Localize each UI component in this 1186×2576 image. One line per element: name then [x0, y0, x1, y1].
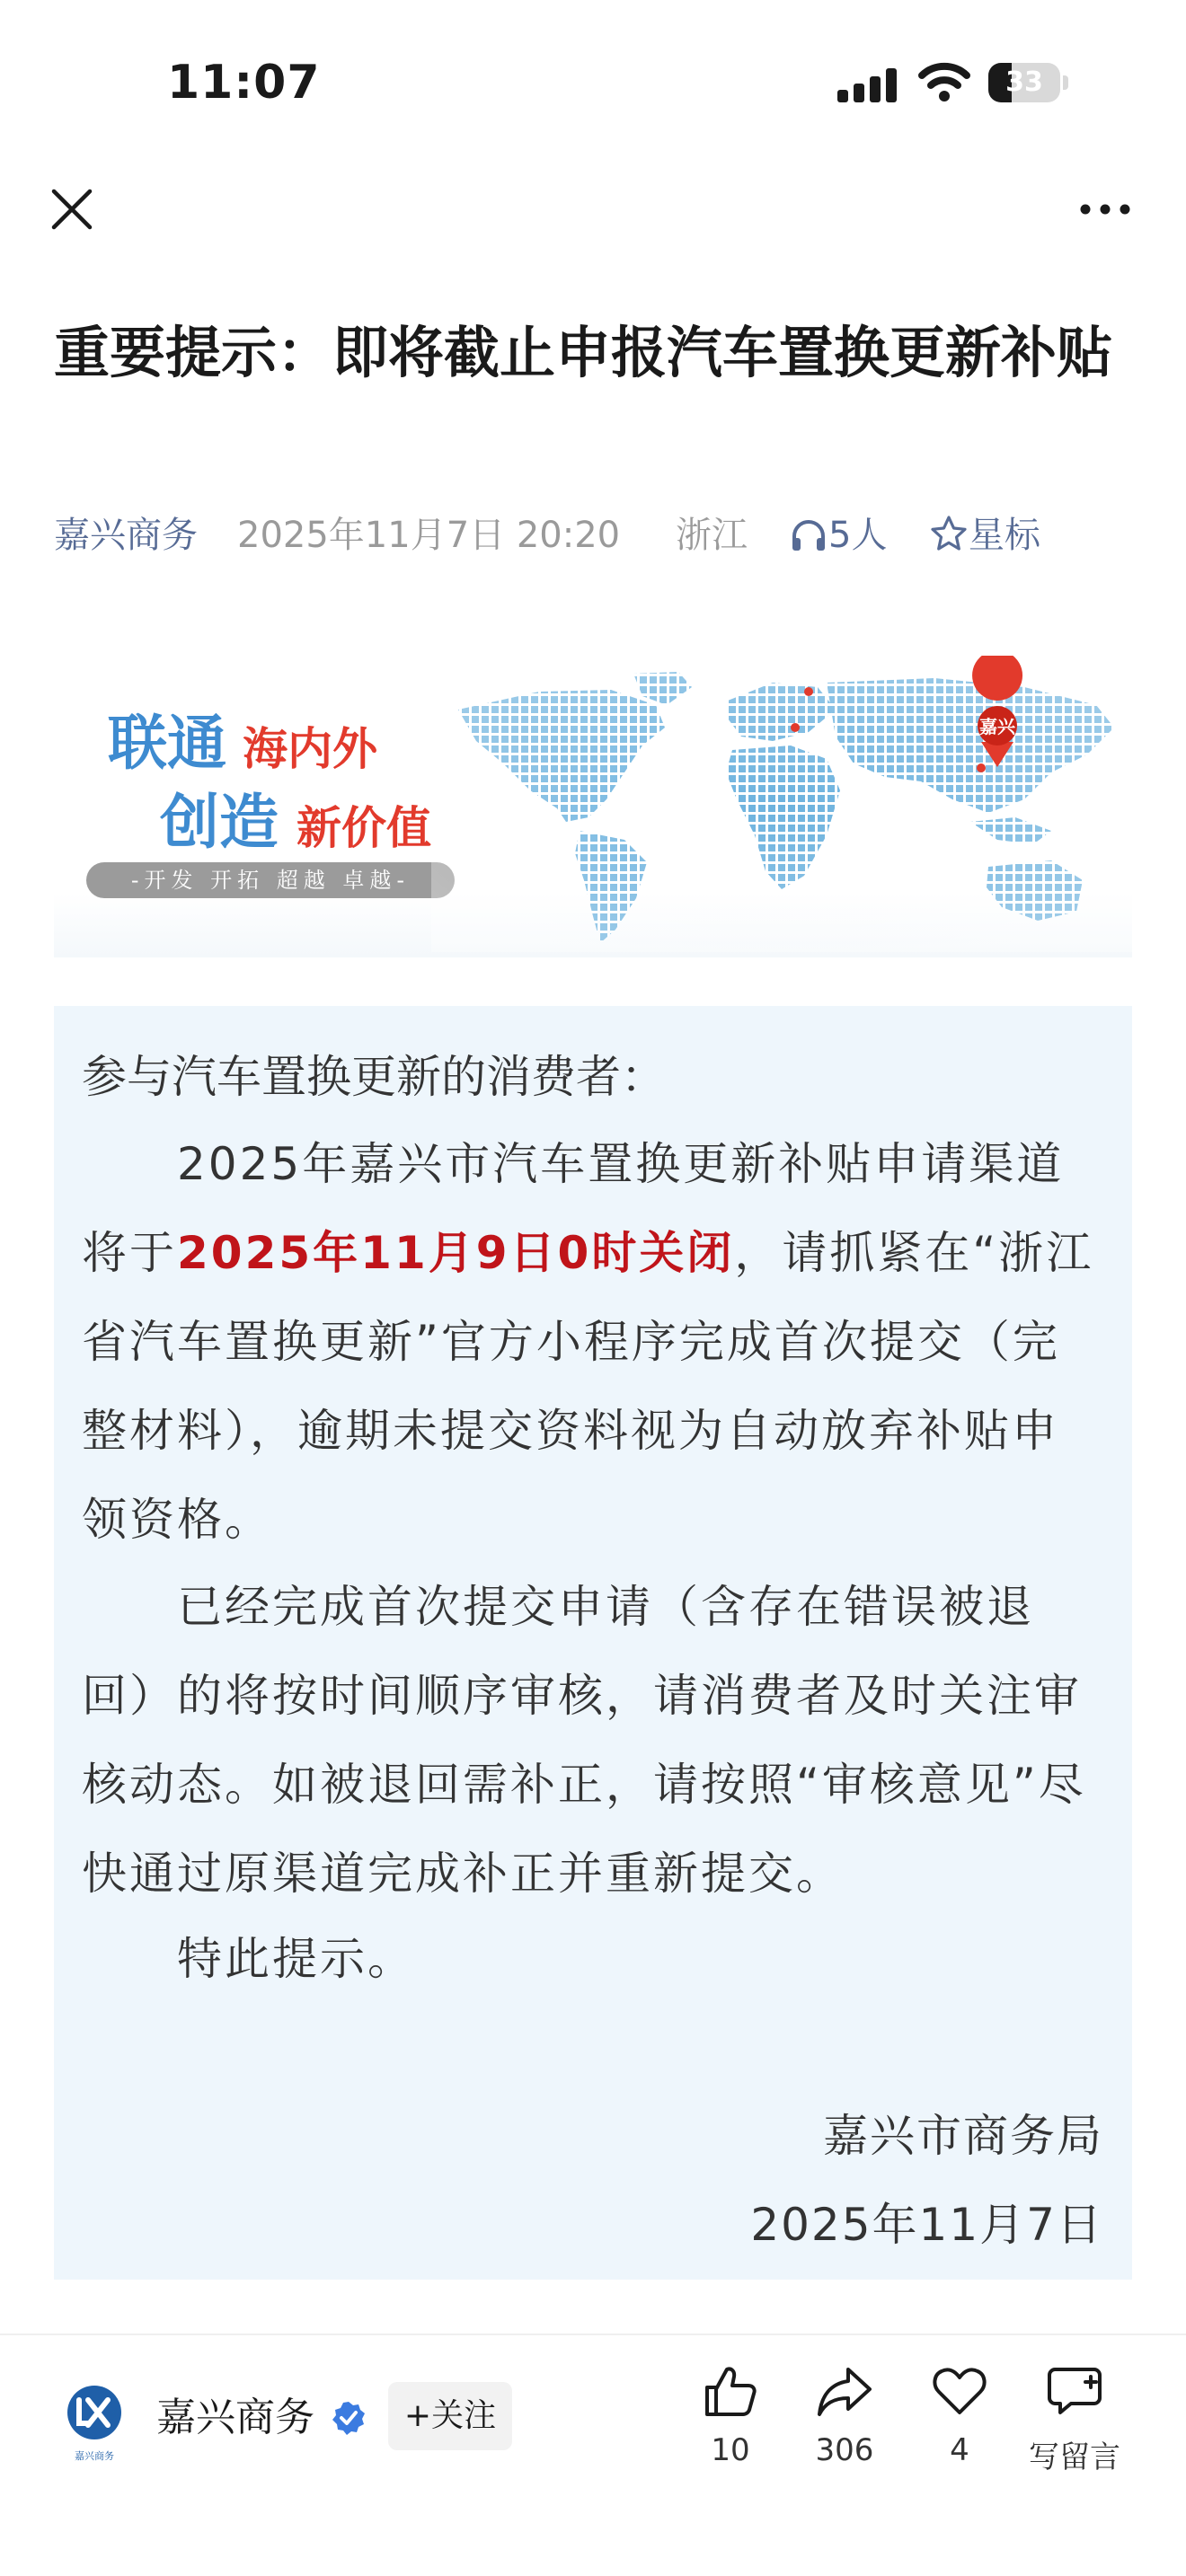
comment-icon: [1046, 2362, 1103, 2420]
signature: 嘉兴市商务局: [823, 2110, 1103, 2162]
write-comment-label: 写留言: [1029, 2439, 1120, 2475]
headphones-icon: [789, 516, 828, 552]
signature-date: 2025年11月7日: [750, 2199, 1103, 2251]
close-icon[interactable]: [45, 182, 99, 236]
status-time: 11:07: [167, 56, 321, 110]
more-options-icon[interactable]: [1074, 187, 1137, 232]
article-title: 重要提示：即将截止申报汽车置换更新补贴: [54, 320, 1113, 385]
banner-line1-a: 联通: [108, 709, 226, 778]
para2-text: 已经完成首次提交申请（含存在错误被退回）的将按时间顺序审核，请消费者及时关注审核动态。如被退回需补正，请按照“审核意见”尽快通过原渠道完成补正并重新提交。: [82, 1581, 1086, 1900]
verified-badge-icon: [331, 2400, 367, 2436]
bottom-account-name[interactable]: 嘉兴商务: [156, 2395, 314, 2440]
deadline-highlight: 2025年11月9日0时关闭: [177, 1227, 735, 1279]
like-count: 10: [711, 2432, 750, 2468]
article-body: [54, 1006, 1132, 2280]
banner-image: [54, 638, 1132, 957]
banner-line1-b: 海内外: [243, 723, 377, 775]
article-meta: [54, 508, 1168, 562]
logo-caption: 嘉兴商务: [75, 2450, 114, 2462]
cellular-signal-icon: [837, 66, 902, 102]
listener-count: 5人: [828, 515, 888, 556]
publish-region: 浙江: [676, 515, 748, 556]
listen-button[interactable]: [789, 508, 887, 562]
article-greeting: 参与汽车置换更新的消费者：: [82, 1051, 666, 1103]
para1-text-after: ，请抓紧在“浙江省汽车置换更新”官方小程序完成首次提交（完整材料），逾期未提交资料视为自动放弃补贴申领资格。: [82, 1227, 1094, 1546]
heart-icon: [931, 2362, 988, 2420]
battery-indicator: [988, 63, 1071, 102]
pin-label: 嘉兴: [979, 716, 1015, 737]
wifi-icon: [918, 61, 970, 102]
thumbs-up-icon: [702, 2362, 759, 2420]
follow-button[interactable]: +关注: [388, 2382, 512, 2450]
publish-date: 2025年11月7日 20:20: [237, 515, 621, 556]
account-logo[interactable]: [61, 2382, 128, 2463]
share-icon: [816, 2362, 873, 2420]
banner-line2-b: 新价值: [296, 802, 431, 854]
like-button[interactable]: [677, 2362, 784, 2506]
article-paragraph-1: [82, 1120, 1106, 1565]
star-label: 星标: [969, 515, 1040, 556]
para1-text-before: 2025年嘉兴市汽车置换更新补贴申请渠道将于: [82, 1138, 1065, 1279]
heart-button[interactable]: [906, 2362, 1013, 2506]
para3-text: 特此提示。: [177, 1933, 415, 1985]
article-paragraph-3: [82, 1915, 1106, 2004]
bottom-action-bar: [0, 2335, 1186, 2576]
write-comment-button[interactable]: [1021, 2362, 1128, 2506]
heart-count: 4: [950, 2432, 969, 2468]
share-count: 306: [815, 2432, 874, 2468]
article-paragraph-2: [82, 1563, 1106, 1919]
banner-line2-a: 创造: [160, 788, 279, 857]
star-icon: [929, 515, 969, 552]
meta-account-link[interactable]: 嘉兴商务: [54, 515, 198, 556]
star-button[interactable]: [929, 508, 1040, 562]
status-bar: [0, 0, 1186, 171]
battery-level: 33: [1005, 66, 1043, 98]
share-button[interactable]: [791, 2362, 898, 2506]
banner-slogan: -开发 开拓 超越 卓越-: [86, 862, 455, 898]
world-map-graphic: [431, 656, 1132, 952]
